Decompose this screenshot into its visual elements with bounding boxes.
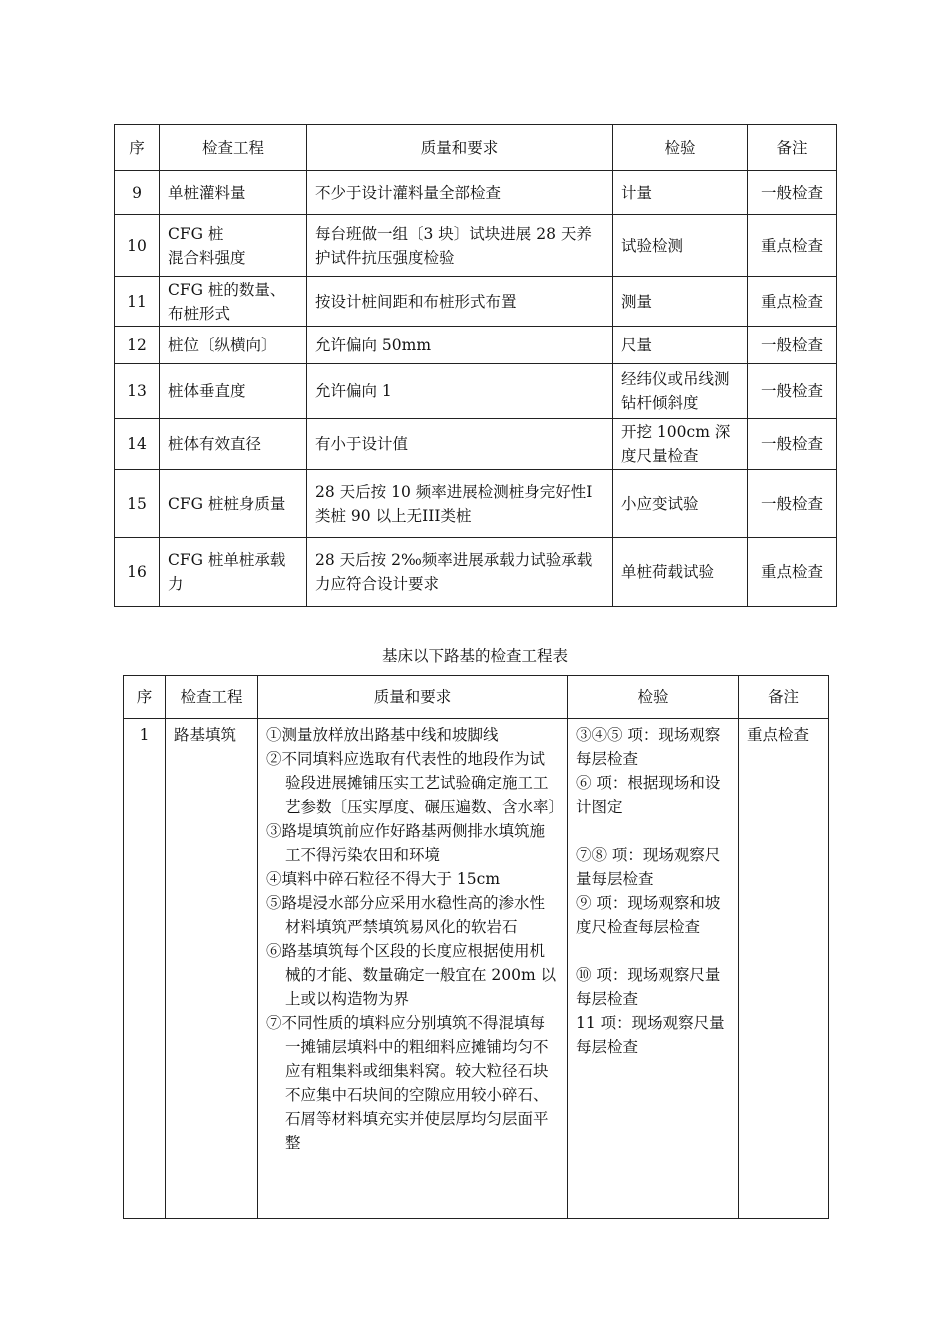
row-no: 9: [115, 171, 160, 215]
header-requirement: 质量和要求: [307, 125, 613, 171]
row-inspection: [568, 719, 739, 1219]
row-no: 1: [124, 719, 166, 1219]
row-item: 桩体垂直度: [160, 364, 307, 419]
row-item: CFG 桩单桩承载力: [160, 538, 307, 607]
row-no: 14: [115, 419, 160, 470]
table-caption: 基床以下路基的检查工程表: [381, 647, 568, 665]
header-inspection: 检验: [613, 125, 748, 171]
requirement-item: ⑤路堤浸水部分应采用水稳性高的渗水性材料填筑严禁填筑易风化的软岩石: [266, 894, 546, 936]
row-no: 15: [115, 470, 160, 538]
table-row: [124, 719, 829, 1219]
row-inspection: 经纬仪或吊线测钻杆倾斜度: [613, 364, 748, 419]
table-row: [115, 215, 837, 277]
header-remark: 备注: [748, 125, 837, 171]
header-inspection: 检验: [568, 676, 739, 719]
pile-inspection-table: [114, 124, 837, 607]
row-remark: 一般检查: [748, 327, 837, 364]
inspection-note: ⑦⑧ 项：现场观察尺量每层检查: [576, 846, 721, 888]
header-item: 检查工程: [166, 676, 258, 719]
row-requirement: 允许偏向 1: [307, 364, 613, 419]
row-requirement: [258, 719, 568, 1219]
row-no: 10: [115, 215, 160, 277]
row-item: CFG 桩桩身质量: [160, 470, 307, 538]
requirement-item: ③路堤填筑前应作好路基两侧排水填筑施工不得污染农田和环境: [266, 822, 546, 864]
row-requirement: 允许偏向 50mm: [307, 327, 613, 364]
table-row: [115, 364, 837, 419]
row-requirement: 28 天后按 10 频率进展检测桩身完好性I类桩 90 以上无III类桩: [307, 470, 613, 538]
requirement-item: ①测量放样放出路基中线和坡脚线: [266, 726, 499, 744]
table-row: [115, 327, 837, 364]
row-remark: 重点检查: [739, 719, 829, 1219]
header-requirement: 质量和要求: [258, 676, 568, 719]
subgrade-inspection-table: [123, 675, 829, 1219]
spacer: [576, 819, 730, 843]
row-inspection: 开挖 100cm 深度尺量检查: [613, 419, 748, 470]
row-inspection: 测量: [613, 277, 748, 327]
row-requirement: 28 天后按 2‰频率进展承载力试验承载力应符合设计要求: [307, 538, 613, 607]
row-item: 路基填筑: [166, 719, 258, 1219]
spacer: [576, 939, 730, 963]
requirement-item: ④填料中碎石粒径不得大于 15cm: [266, 870, 501, 888]
row-item: CFG 桩 混合料强度: [160, 215, 307, 277]
header-item: 检查工程: [160, 125, 307, 171]
row-item: 单桩灌料量: [160, 171, 307, 215]
table-row: [115, 419, 837, 470]
table-row: [115, 171, 837, 215]
row-item: CFG 桩的数量、布桩形式: [160, 277, 307, 327]
inspection-note: ⑩ 项：现场观察尺量每层检查: [576, 966, 721, 1008]
table-row: [115, 538, 837, 607]
header-no: 序: [124, 676, 166, 719]
row-inspection: 小应变试验: [613, 470, 748, 538]
table-header-row: [124, 676, 829, 719]
row-inspection: 计量: [613, 171, 748, 215]
header-remark: 备注: [739, 676, 829, 719]
row-no: 16: [115, 538, 160, 607]
row-no: 12: [115, 327, 160, 364]
row-remark: 重点检查: [748, 215, 837, 277]
row-requirement: 有小于设计值: [307, 419, 613, 470]
row-item: 桩体有效直径: [160, 419, 307, 470]
row-inspection: 单桩荷载试验: [613, 538, 748, 607]
table-header-row: [115, 125, 837, 171]
row-requirement: 不少于设计灌料量全部检查: [307, 171, 613, 215]
row-remark: 一般检查: [748, 171, 837, 215]
row-requirement: 按设计桩间距和布桩形式布置: [307, 277, 613, 327]
row-remark: 重点检查: [748, 538, 837, 607]
requirement-item: ⑦不同性质的填料应分别填筑不得混填每一摊铺层填料中的粗细料应摊铺均匀不应有粗集料或细集料窝。较大粒径石块不应集中石块间的空隙应用较小碎石、石屑等材料填充实并使层厚均匀层面平整: [266, 1014, 549, 1152]
row-no: 13: [115, 364, 160, 419]
row-inspection: 试验检测: [613, 215, 748, 277]
inspection-note: 11 项：现场观察尺量每层检查: [576, 1014, 725, 1056]
row-remark: 一般检查: [748, 470, 837, 538]
inspection-note: ⑥ 项：根据现场和设计图定: [576, 774, 721, 816]
row-requirement: 每台班做一组〔3 块〕试块进展 28 天养护试件抗压强度检验: [307, 215, 613, 277]
requirement-item: ②不同填料应选取有代表性的地段作为试验段进展摊铺压实工艺试验确定施工工艺参数〔压实厚度、碾压遍数、含水率〕: [266, 750, 565, 816]
header-no: 序: [115, 125, 160, 171]
row-remark: 一般检查: [748, 419, 837, 470]
row-remark: 一般检查: [748, 364, 837, 419]
row-item: 桩位〔纵横向〕: [160, 327, 307, 364]
row-inspection: 尺量: [613, 327, 748, 364]
requirement-item: ⑥路基填筑每个区段的长度应根据使用机械的才能、数量确定一般宜在 200m 以上或以构造物为界: [266, 942, 557, 1008]
table-row: [115, 470, 837, 538]
inspection-note: ⑨ 项：现场观察和坡度尺检查每层检查: [576, 894, 721, 936]
row-no: 11: [115, 277, 160, 327]
row-remark: 重点检查: [748, 277, 837, 327]
inspection-note: ③④⑤ 项：现场观察每层检查: [576, 726, 721, 768]
table-row: [115, 277, 837, 327]
